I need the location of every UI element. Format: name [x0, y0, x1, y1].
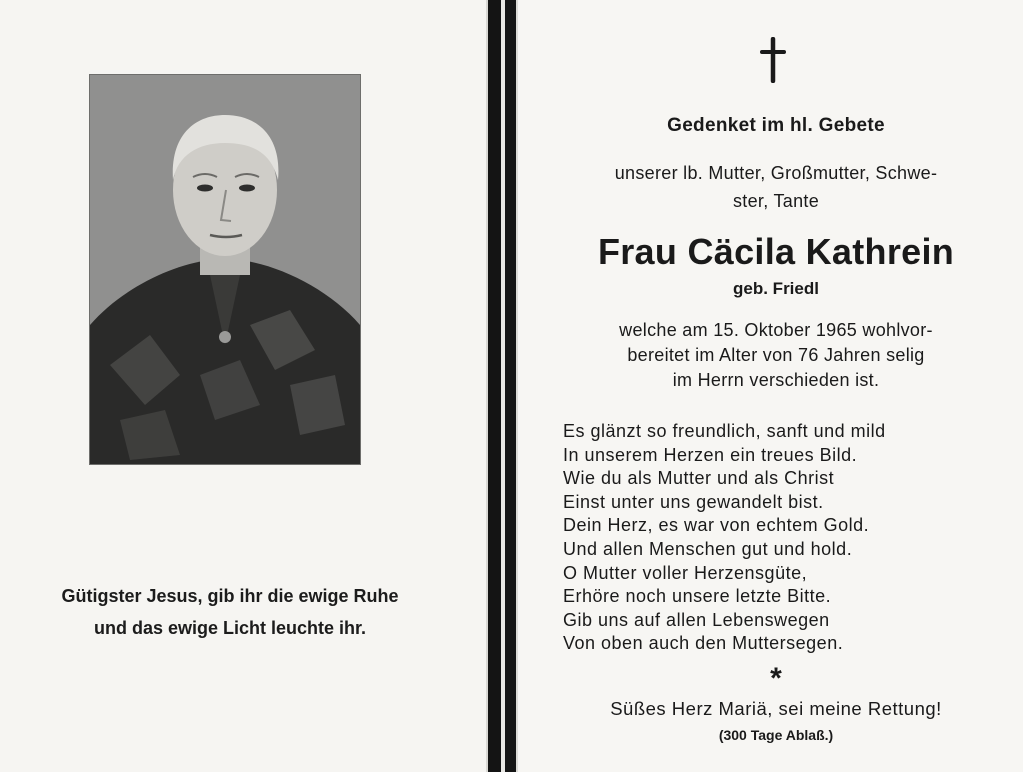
poem-line: O Mutter voller Herzensgüte,: [563, 562, 808, 583]
maiden-name: geb. Friedl: [733, 279, 819, 298]
relation-line-1: unserer lb. Mutter, Großmutter, Schwe-: [614, 163, 938, 183]
death-line-2: bereitet im Alter von 76 Jahren selig: [627, 345, 925, 365]
relation-text: [556, 159, 996, 215]
portrait-photo: [89, 74, 361, 465]
invocation: Süßes Herz Mariä, sei meine Rettung!: [610, 698, 942, 719]
memorial-poem: [563, 420, 1003, 656]
prayer-line-1: Gütigster Jesus, gib ihr die ewige Ruhe: [61, 586, 399, 606]
deceased-name: Frau Cäcila Kathrein: [597, 231, 955, 272]
death-line-3: im Herrn verschieden ist.: [672, 370, 880, 390]
left-page: [0, 0, 486, 772]
portrait-illustration: [90, 75, 360, 464]
poem-line: Wie du als Mutter und als Christ: [563, 468, 835, 489]
relation-line-2: ster, Tante: [732, 191, 820, 211]
death-line-1: welche am 15. Oktober 1965 wohlvor-: [619, 320, 933, 340]
poem-line: Und allen Menschen gut und hold.: [563, 538, 853, 559]
poem-line: Es glänzt so freundlich, sanft und mild: [563, 421, 886, 441]
cross-icon: [759, 37, 787, 83]
card-fold-border: [486, 0, 518, 772]
poem-line: Dein Herz, es war von echtem Gold.: [563, 515, 870, 536]
prayer-line-2: und das ewige Licht leuchte ihr.: [93, 618, 367, 638]
poem-line: In unserem Herzen ein treues Bild.: [563, 444, 858, 465]
poem-line: Von oben auch den Muttersegen.: [563, 633, 844, 654]
indulgence-note: (300 Tage Ablaß.): [718, 727, 834, 743]
eternal-rest-prayer: [0, 580, 460, 644]
heading: Gedenket im hl. Gebete: [667, 115, 885, 136]
poem-line: Gib uns auf allen Lebenswegen: [563, 609, 830, 630]
poem-line: Einst unter uns gewandelt bist.: [563, 491, 824, 512]
death-notice: [556, 318, 996, 393]
poem-line: Erhöre noch unsere letzte Bitte.: [563, 586, 832, 607]
star-icon: *: [770, 662, 782, 695]
